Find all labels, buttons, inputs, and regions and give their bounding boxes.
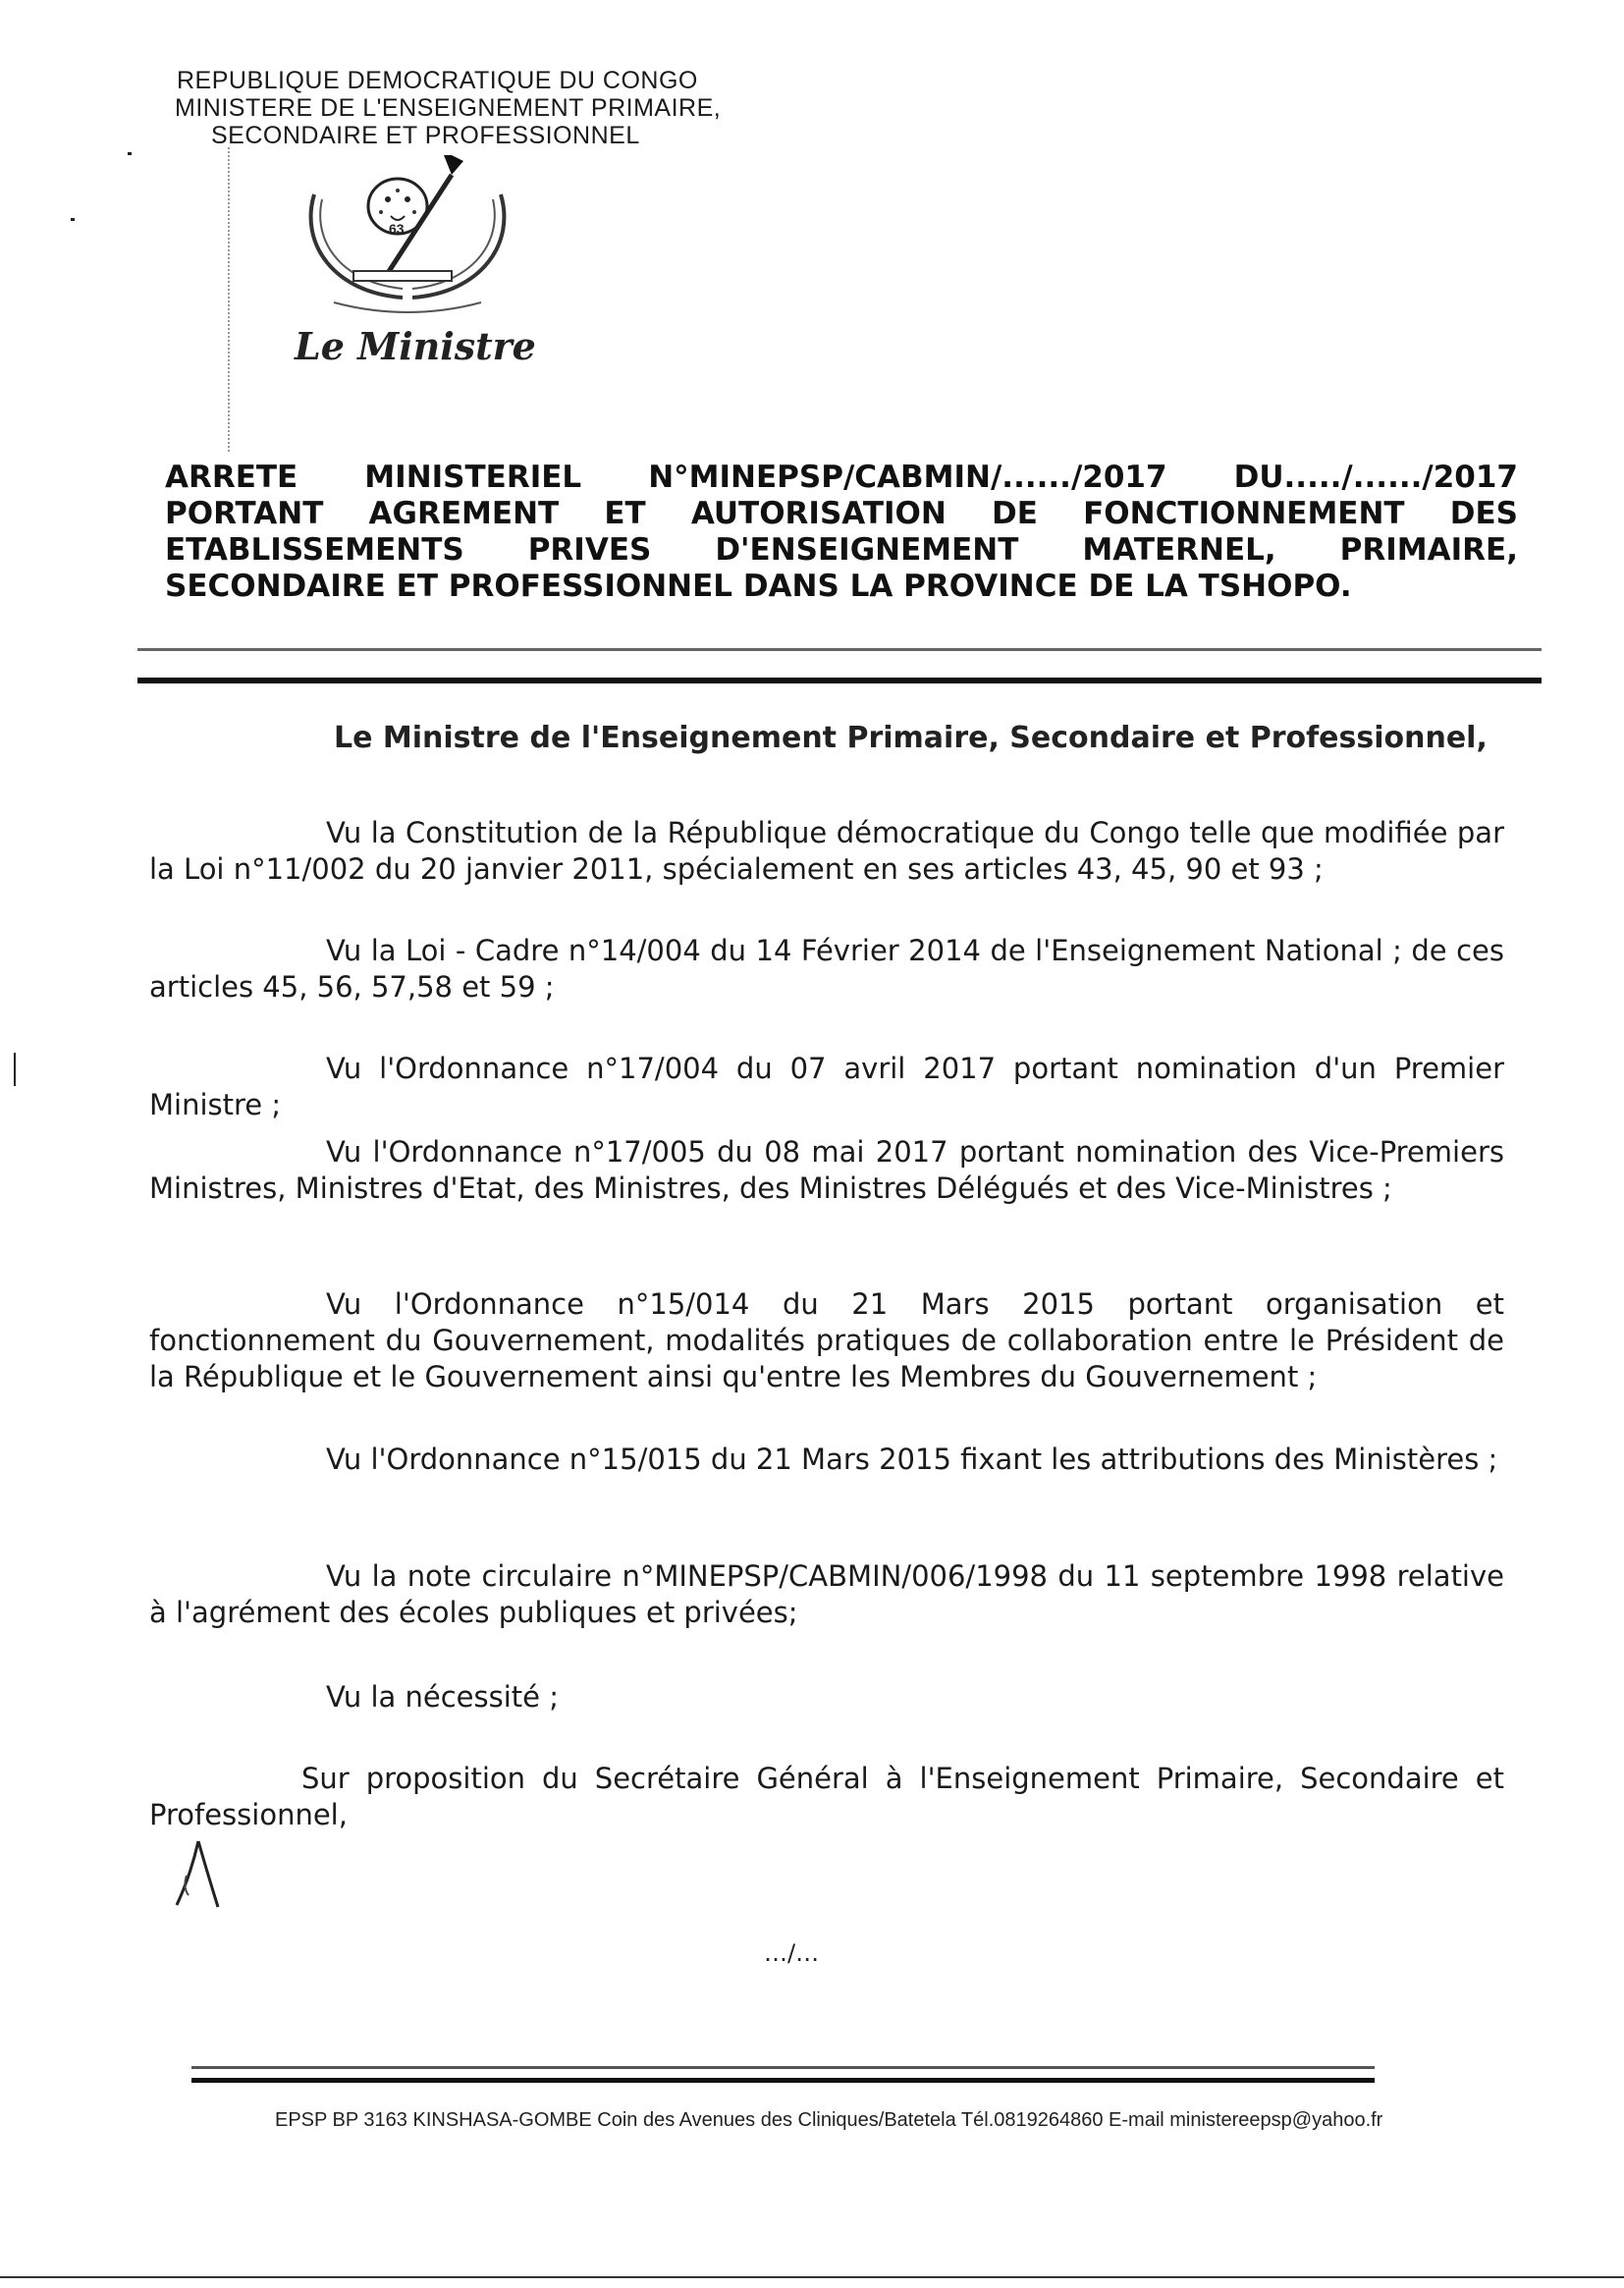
initials-signature: [169, 1836, 228, 1915]
motto-le-ministre: Le Ministre: [295, 324, 536, 368]
paragraph-ordonnance-15-014: Vu l'Ordonnance n°15/014 du 21 Mars 2015 portant organisation et fonctionnement du Gouvernement, modalités pratiques de collaboration entre le Président de la République et le Gouvernement ainsi qu'entre les Membres du Gouvernement ;: [149, 1287, 1504, 1393]
title-line-1: ARRETE MINISTERIEL N°MINEPSP/CABMIN/....../2017 DU...../....../2017: [165, 460, 1518, 495]
title-rule-thin: [137, 648, 1542, 651]
paragraph-proposition: Sur proposition du Secrétaire Général à l'Enseignement Primaire, Secondaire et Professionnel,: [149, 1762, 1504, 1831]
addressee: Le Ministre de l'Enseignement Primaire, Secondaire et Professionnel,: [334, 721, 1488, 755]
paragraph-ordonnance-17-005: Vu l'Ordonnance n°17/005 du 08 mai 2017 portant nomination des Vice-Premiers Ministres, Ministres d'Etat, des Ministres, des Ministres Délégués et des Vice-Ministres ;: [149, 1135, 1504, 1205]
page-bottom-edge: [0, 2276, 1624, 2278]
title-line-3: ETABLISSEMENTS PRIVES D'ENSEIGNEMENT MATERNEL, PRIMAIRE,: [165, 532, 1518, 568]
scan-mark: [128, 152, 132, 155]
scan-dotted-line: [228, 147, 232, 452]
paragraph-ordonnance-15-015: Vu l'Ordonnance n°15/015 du 21 Mars 2015 fixant les attributions des Ministères ;: [326, 1443, 1498, 1476]
footer-rule-thick: [191, 2078, 1375, 2083]
title-rule-thick: [137, 678, 1542, 683]
header-ministry: MINISTERE DE L'ENSEIGNEMENT PRIMAIRE,: [175, 94, 722, 122]
footer-address: EPSP BP 3163 KINSHASA-GOMBE Coin des Avenues des Cliniques/Batetela Tél.0819264860 E-mail ministereepsp@yahoo.fr: [275, 2109, 1383, 2131]
paragraph-necessite: Vu la nécessité ;: [326, 1680, 559, 1714]
paragraph-ordonnance-17-004: Vu l'Ordonnance n°17/004 du 07 avril 2017 portant nomination d'un Premier Ministre ;: [149, 1052, 1504, 1121]
svg-text:63: 63: [389, 221, 405, 237]
decree-title: [165, 460, 1518, 605]
paragraph-constitution: Vu la Constitution de la République démocratique du Congo telle que modifiée par la Loi n°11/002 du 20 janvier 2011, spécialement en ses articles 43, 45, 90 et 93 ;: [149, 816, 1504, 886]
leopard-coat-of-arms-icon: [295, 155, 520, 322]
header-country: REPUBLIQUE DEMOCRATIQUE DU CONGO: [177, 67, 698, 94]
footer-rule-thin: [191, 2066, 1375, 2069]
title-line-4: SECONDAIRE ET PROFESSIONNEL DANS LA PROVINCE DE LA TSHOPO.: [165, 569, 1352, 604]
page-continuation: …/…: [764, 1939, 820, 1967]
title-line-2: PORTANT AGREMENT ET AUTORISATION DE FONCTIONNEMENT DES: [165, 496, 1518, 531]
scan-mark: [71, 218, 75, 221]
paragraph-note-circulaire: Vu la note circulaire n°MINEPSP/CABMIN/006/1998 du 11 septembre 1998 relative à l'agrément des écoles publiques et privées;: [149, 1559, 1504, 1629]
paragraph-loi-cadre: Vu la Loi - Cadre n°14/004 du 14 Février 2014 de l'Enseignement National ; de ces articles 45, 56, 57,58 et 59 ;: [149, 934, 1504, 1004]
header-ministry-cont: SECONDAIRE ET PROFESSIONNEL: [211, 122, 640, 149]
scan-mark: [14, 1053, 16, 1086]
